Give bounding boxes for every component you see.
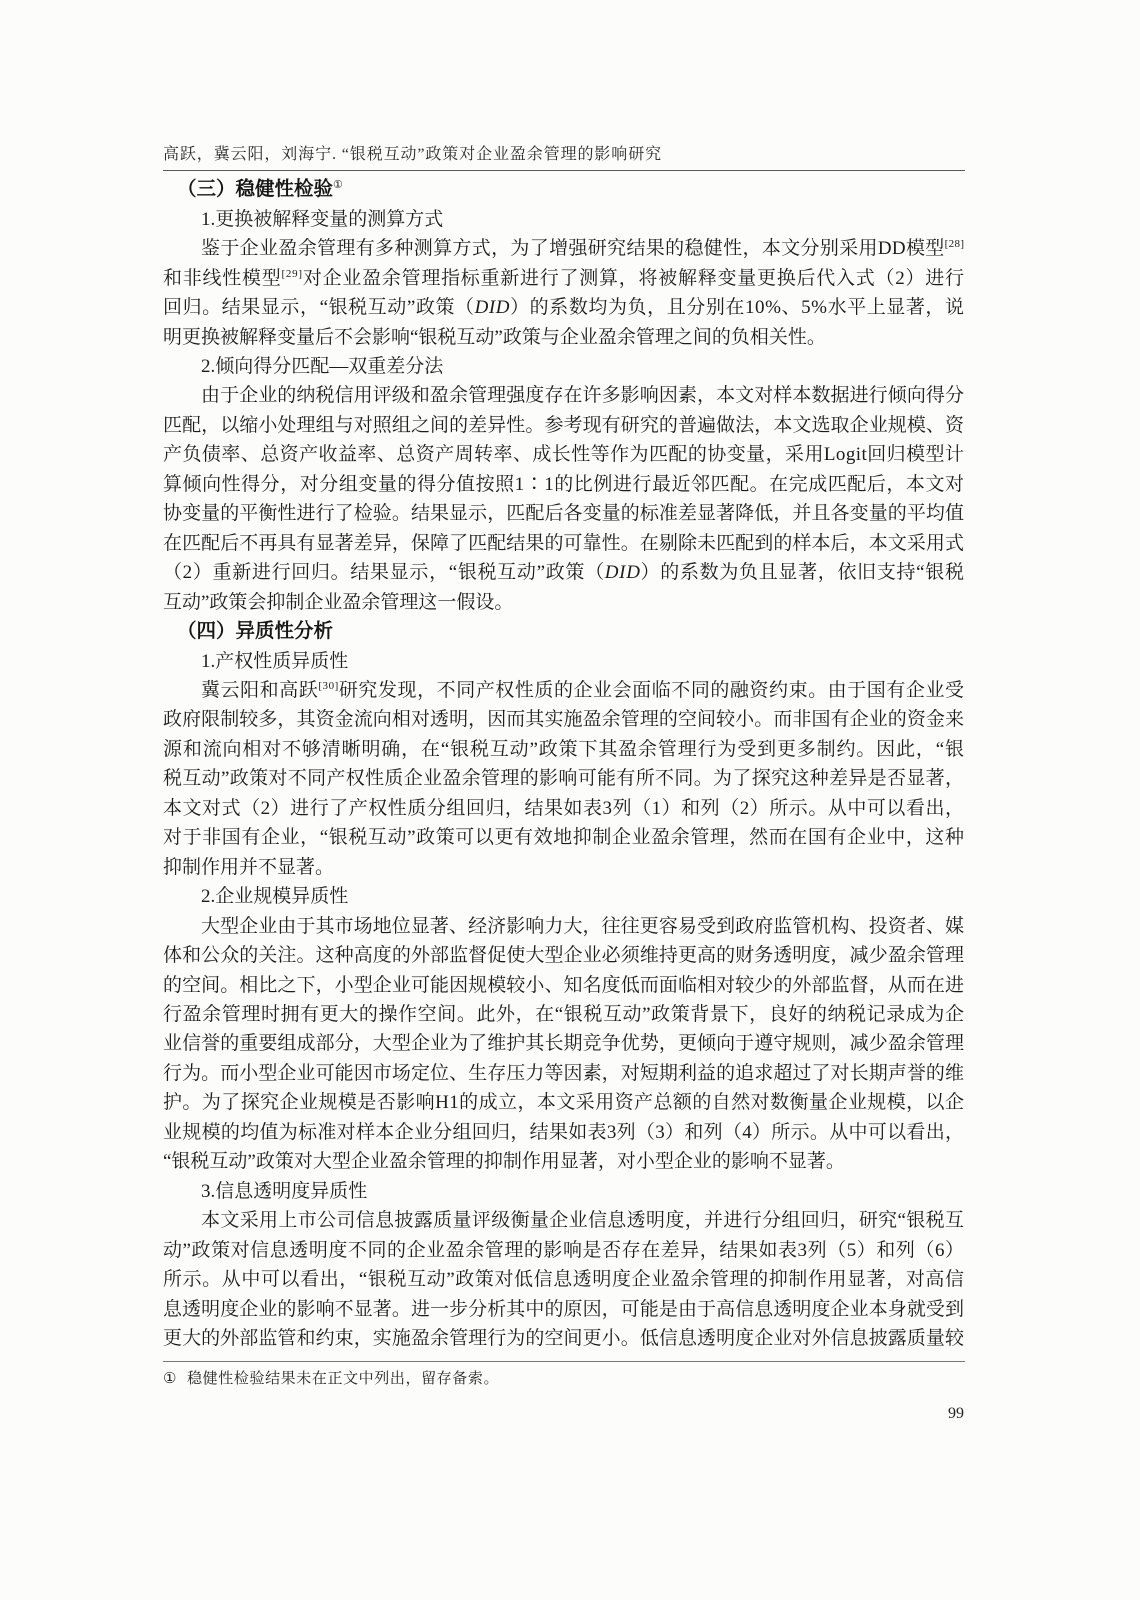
text-run: 对企业盈余管理指标重新进行了测算，将被解释变量更换后代入式（2）进行 — [302, 267, 965, 289]
body-paragraph — [163, 381, 964, 617]
text-run: 业信誉的重要组成部分，大型企业为了维护其长期竞争优势，更倾向于遵守规则，减少盈余管理 — [163, 1033, 965, 1055]
text-run: 研究发现，不同产权性质的企业会面临不同的融资约束。由于国有企业受 — [338, 680, 965, 701]
body-paragraph — [163, 912, 964, 1177]
paragraph-line — [163, 676, 964, 705]
paragraph-line — [163, 1206, 964, 1235]
text-run: 由于企业的纳税信用评级和盈余管理强度存在许多影响因素，本文对样本数据进行倾向得分 — [201, 385, 965, 407]
text-run: 1.产权性质异质性 — [201, 650, 349, 672]
text-run: 1.更换被解释变量的测算方式 — [201, 208, 444, 230]
text-run: 匹配，以缩小处理组与对照组之间的差异性。参考现有研究的普遍做法，本文选取企业规模、资 — [163, 414, 965, 436]
paragraph-line — [163, 1088, 964, 1117]
paragraph-line — [163, 705, 964, 734]
paragraph-line — [163, 588, 964, 617]
paragraph-line — [163, 264, 964, 293]
paragraph-line — [163, 411, 964, 440]
text-run: 本文对式（2）进行了产权性质分组回归，结果如表3列（1）和列（2）所示。从中可以看出， — [163, 797, 965, 819]
footnote-rule — [163, 1361, 965, 1362]
body-paragraph — [163, 676, 964, 882]
text-run: 产负债率、总资产收益率、总资产周转率、成长性等作为匹配的协变量，采用Logit回归模型计 — [163, 444, 965, 466]
subsection-heading — [163, 1177, 964, 1206]
heading-text — [163, 882, 964, 911]
citation-ref: [28] — [944, 238, 965, 251]
text-run: 抑制作用并不显著。 — [163, 856, 335, 878]
paragraph-line — [163, 1029, 964, 1058]
heading-text — [163, 647, 964, 676]
text-run: 体和公众的关注。这种高度的外部监督促使大型企业必须维持更高的财务透明度，减少盈余管理 — [163, 945, 965, 967]
paragraph-line — [163, 1324, 964, 1353]
text-run: ）的系数均为负，且分别在10%、5%水平上显著，说 — [510, 297, 965, 319]
paragraph-line — [163, 941, 964, 970]
paragraph-line — [163, 1236, 964, 1265]
paragraph-line — [163, 499, 964, 528]
text-run: （2）重新进行回归。结果显示，“银税互动”政策（ — [163, 562, 605, 584]
text-run: 互动”政策会抑制企业盈余管理这一假设。 — [163, 591, 514, 613]
paragraph-line — [163, 1000, 964, 1029]
text-run: ）的系数为负且显著，依旧支持“银税 — [640, 562, 965, 584]
heading-text — [163, 352, 964, 381]
body-text — [163, 175, 964, 1353]
footnote-text: 稳健性检验结果未在正文中列出，留存备索。 — [187, 1371, 500, 1387]
citation-ref: [29] — [281, 267, 303, 280]
text-run: 本文采用上市公司信息披露质量评级衡量企业信息透明度，并进行分组回归，研究“银税互 — [201, 1210, 965, 1232]
paragraph-line — [163, 1265, 964, 1294]
paragraph-line — [163, 764, 964, 793]
text-run: 行盈余管理时拥有更大的操作空间。此外，在“银税互动”政策背景下，良好的纳税记录成为企 — [163, 1003, 965, 1025]
text-run: 明更换被解释变量后不会影响“银税互动”政策与企业盈余管理之间的负相关性。 — [163, 326, 826, 348]
text-run: 更大的外部监管和约束，实施盈余管理行为的空间更小。低信息透明度企业对外信息披露质量较 — [163, 1327, 965, 1349]
section-heading — [163, 617, 964, 646]
header-rule — [163, 170, 965, 171]
paragraph-line — [163, 293, 964, 322]
text-run: 冀云阳和高跃 — [201, 680, 319, 701]
footnote-mark: ① — [163, 1371, 178, 1387]
paragraph-line — [163, 470, 964, 499]
paragraph-line — [163, 234, 964, 263]
text-run: 2.倾向得分匹配—双重差分法 — [201, 356, 444, 378]
text-run: 动”政策对信息透明度不同的企业盈余管理的影响是否存在差异，结果如表3列（5）和列（6） — [163, 1239, 965, 1261]
paragraph-line — [163, 529, 964, 558]
text-run: 回归。结果显示，“银税互动”政策（ — [163, 297, 475, 319]
subsection-heading — [163, 647, 964, 676]
paragraph-line — [163, 912, 964, 941]
paragraph-line — [163, 1059, 964, 1088]
subsection-heading — [163, 205, 964, 234]
text-run: 税互动”政策对不同产权性质企业盈余管理的影响可能有所不同。为了探究这种差异是否显著， — [163, 768, 965, 790]
text-run: “银税互动”政策对大型企业盈余管理的抑制作用显著，对小型企业的影响不显著。 — [163, 1151, 845, 1173]
paragraph-line — [163, 971, 964, 1000]
text-run: 政府限制较多，其资金流向相对透明，因而其实施盈余管理的空间较小。而非国有企业的资金来 — [163, 709, 965, 731]
text-run: 3.信息透明度异质性 — [201, 1180, 368, 1202]
heading-text — [163, 205, 964, 234]
paragraph-line — [163, 381, 964, 410]
text-run: 源和流向相对不够清晰明确，在“银税互动”政策下其盈余管理行为受到更多制约。因此，“银 — [163, 738, 965, 760]
paragraph-line — [163, 735, 964, 764]
page-number: 99 — [948, 1405, 964, 1422]
footnote-ref: ① — [333, 179, 343, 192]
text-run: 息透明度企业的影响不显著。进一步分析其中的原因，可能是由于高信息透明度企业本身就受到 — [163, 1298, 965, 1320]
running-header: 高跃，冀云阳，刘海宁. “银税互动”政策对企业盈余管理的影响研究 — [163, 146, 663, 163]
paragraph-line — [163, 853, 964, 882]
text-run: 协变量的平衡性进行了检验。结果显示，匹配后各变量的标准差显著降低，并且各变量的平均值 — [163, 503, 965, 525]
paragraph-line — [163, 1295, 964, 1324]
heading-text — [163, 617, 964, 646]
text-run: 对于非国有企业，“银税互动”政策可以更有效地抑制企业盈余管理，然而在国有企业中，这种 — [163, 827, 965, 849]
text-run: 所示。从中可以看出，“银税互动”政策对低信息透明度企业盈余管理的抑制作用显著，对高信 — [163, 1269, 965, 1291]
text-run: 护。为了探究企业规模是否影响H1的成立，本文采用资产总额的自然对数衡量企业规模，以企 — [163, 1092, 965, 1114]
footnote — [163, 1368, 499, 1390]
subsection-heading — [163, 882, 964, 911]
subsection-heading — [163, 352, 964, 381]
text-run: 鉴于企业盈余管理有多种测算方式，为了增强研究结果的稳健性，本文分别采用DD模型 — [201, 238, 945, 260]
paragraph-line — [163, 1147, 964, 1176]
text-run: （三）稳健性检验 — [177, 178, 334, 201]
paragraph-line — [163, 440, 964, 469]
text-run: （四）异质性分析 — [177, 620, 334, 643]
paragraph-line — [163, 794, 964, 823]
body-paragraph — [163, 1206, 964, 1353]
text-run: 和非线性模型 — [163, 267, 282, 289]
heading-text — [163, 1177, 964, 1206]
paragraph-line — [163, 558, 964, 587]
italic-term: DID — [474, 297, 511, 319]
heading-text — [163, 175, 964, 204]
italic-term: DID — [604, 562, 641, 584]
text-run: 算倾向性得分，对分组变量的得分值按照1∶1的比例进行最近邻匹配。在完成匹配后，本文对 — [163, 473, 965, 495]
citation-ref: [30] — [318, 680, 339, 692]
text-run: 2.企业规模异质性 — [201, 886, 349, 908]
text-run: 在匹配后不再具有显著差异，保障了匹配结果的可靠性。在剔除未匹配到的样本后，本文采用式 — [163, 532, 965, 554]
text-run: 行为。而小型企业可能因市场定位、生存压力等因素，对短期利益的追求超过了对长期声誉的维 — [163, 1062, 965, 1084]
text-run: 的空间。相比之下，小型企业可能因规模较小、知名度低而面临相对较少的外部监督，从而在进 — [163, 974, 965, 996]
body-paragraph — [163, 234, 964, 352]
paragraph-line — [163, 823, 964, 852]
text-run: 大型企业由于其市场地位显著、经济影响力大，往往更容易受到政府监管机构、投资者、媒 — [201, 915, 965, 937]
paragraph-line — [163, 1118, 964, 1147]
text-run: 业规模的均值为标准对样本企业分组回归，结果如表3列（3）和列（4）所示。从中可以看出， — [163, 1121, 965, 1143]
paragraph-line — [163, 323, 964, 352]
section-heading — [163, 175, 964, 204]
